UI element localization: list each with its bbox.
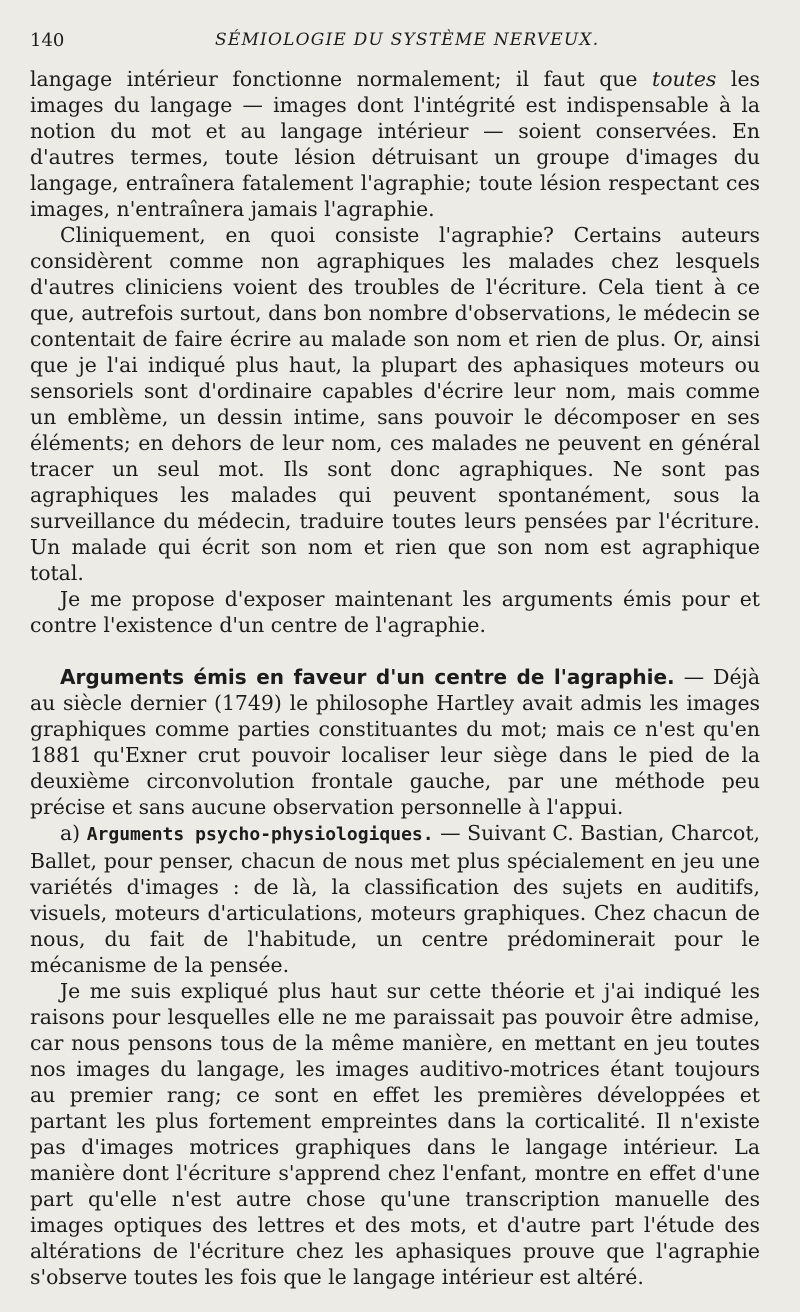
paragraph-continuation <box>30 66 760 222</box>
paragraph-text: les images du langage — images dont l'intégrité est indispensable à la notion du mot et au langage intérieur — soient conservées. En d'autres termes, toute lésion détruisant un groupe d'images du langage, entraînera fatalement l'agraphie; toute lésion respectant ces images, n'entraînera jamais l'agraphie. <box>30 67 760 221</box>
paragraph-text: — Suivant C. Bastian, Charcot, Ballet, pour penser, chacun de nous met plus spécialement en jeu une variétés d'images : de là, la classification des sujets en auditifs, visuels, moteurs d'articulations, moteurs graphiques. Chez chacun de nous, du fait de l'habitude, un centre prédominerait pour le mécanisme de la pensée. <box>30 821 760 977</box>
paragraph-arguments-en-faveur <box>30 664 760 820</box>
page-number: 140 <box>30 30 65 51</box>
paragraph-text: langage intérieur fonctionne normalement; il faut que <box>30 67 653 91</box>
page-body <box>30 66 760 1290</box>
subsection-label: a) <box>60 821 87 845</box>
running-title: SÉMIOLOGIE DU SYSTÈME NERVEUX. <box>215 30 600 50</box>
page-header <box>30 30 766 60</box>
section-heading: Arguments émis en faveur d'un centre de l'agraphie. <box>60 665 675 689</box>
paragraph-psycho-physiologiques <box>30 820 760 978</box>
subsection-heading: Arguments psycho-physiologiques. <box>86 824 434 845</box>
paragraph-je-me-propose: Je me propose d'exposer maintenant les arguments émis pour et contre l'existence d'un centre de l'agraphie. <box>30 587 760 637</box>
paragraph-text: — Déjà au siècle dernier (1749) le philosophe Hartley avait admis les images graphiques comme parties constituantes du mot; mais ce n'est qu'en 1881 qu'Exner crut pouvoir localiser leur siège dans le pied de la deuxième circonvolution frontale gauche, par une méthode peu précise et sans aucune observation personnelle à l'appui. <box>30 665 761 819</box>
emphasized-word: toutes <box>652 67 717 91</box>
paragraph-cliniquement: Cliniquement, en quoi consiste l'agraphie? Certains auteurs considèrent comme non agraphiques les malades chez lesquels d'autres cliniciens voient des troubles de l'écriture. Cela tient à ce que, autrefois surtout, dans bon nombre d'observations, le médecin se contentait de faire écrire au malade son nom et rien de plus. Or, ainsi que je l'ai indiqué plus haut, la plupart des aphasiques moteurs ou sensoriels sont d'ordinaire capables d'écrire leur nom, mais comme un emblème, un dessin intime, sans pouvoir le décomposer en ses éléments; en dehors de leur nom, ces malades ne peuvent en général tracer un seul mot. Ils sont donc agraphiques. Ne sont pas agraphiques les malades qui peuvent spontanément, sous la surveillance du médecin, traduire toutes leurs pensées par l'écriture. Un malade qui écrit son nom et rien que son nom est agraphique total. <box>30 223 760 585</box>
paragraph-je-me-suis-explique: Je me suis expliqué plus haut sur cette théorie et j'ai indiqué les raisons pour lesquelles elle ne me paraissait pas pouvoir être admise, car nous pensons tous de la même manière, en mettant en jeu toutes nos images du langage, les images auditivo-motrices étant toujours au premier rang; ce sont en effet les premières développées et partant les plus fortement empreintes dans la corticalité. Il n'existe pas d'images motrices graphiques dans le langage intérieur. La manière dont l'écriture s'apprend chez l'enfant, montre en effet d'une part qu'elle n'est autre chose qu'une transcription manuelle des images optiques des lettres et des mots, et d'autre part l'étude des altérations de l'écriture chez les aphasiques prouve que l'agraphie s'observe toutes les fois que le langage intérieur est altéré. <box>30 979 760 1289</box>
